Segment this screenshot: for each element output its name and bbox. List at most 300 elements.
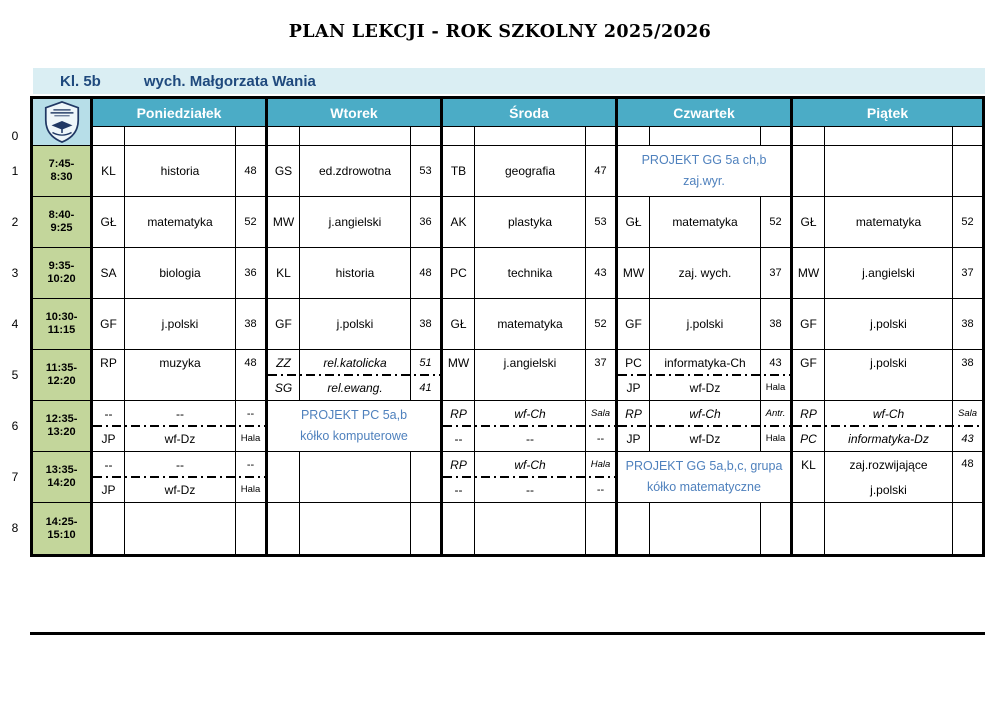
subject-cell [474, 375, 586, 400]
time-cell [33, 350, 90, 400]
teacher-initials: JP [626, 380, 641, 395]
subject-cell [649, 127, 761, 145]
room-cell: Antr. [765, 408, 786, 419]
split-divider-line [618, 425, 790, 427]
time-cell [33, 503, 90, 554]
time-line-2: 15:10 [47, 528, 76, 541]
subject-cell [649, 503, 761, 554]
room-cell: 51 [419, 356, 432, 369]
room-cell [953, 146, 982, 196]
teacher-initials: SG [274, 380, 293, 395]
timetable-row [33, 127, 982, 146]
room-cell: 53 [594, 216, 607, 228]
subject-cell [474, 127, 586, 145]
room-cell [411, 503, 440, 554]
subject-cell: wf-Dz [124, 426, 236, 451]
teacher-initials [93, 127, 124, 145]
subject-cell [124, 503, 236, 554]
day-header-2: Środa [440, 99, 615, 126]
lesson-cell [790, 127, 982, 145]
split-bottom [793, 426, 982, 451]
lesson-cell [790, 503, 982, 554]
timetable-row [33, 503, 982, 554]
class-label: Kl. 5b [60, 72, 101, 90]
time-line-1: 14:25- [45, 515, 78, 528]
room-cell: 38 [769, 318, 782, 330]
room-cell: 52 [769, 216, 782, 228]
school-crest-icon [33, 99, 90, 146]
lesson-cell [90, 350, 265, 400]
subject-cell: -- [124, 452, 236, 477]
teacher-initials: PC [800, 431, 817, 446]
split-top [618, 401, 790, 426]
row-number: 4 [11, 316, 19, 331]
split-top [268, 350, 440, 375]
time-line-2: 8:30 [50, 171, 73, 183]
split-top [93, 401, 265, 426]
timetable-row [33, 248, 982, 299]
teacher-initials: JP [626, 431, 641, 446]
lesson-cell [440, 146, 615, 196]
project-note-line: PROJEKT PC 5a,b [300, 408, 408, 422]
lesson-cell [615, 248, 790, 298]
lesson-cell [265, 350, 440, 400]
project-note [618, 452, 790, 502]
teacher-initials: -- [454, 482, 463, 497]
teacher-initials: GŁ [100, 215, 117, 229]
split-top [443, 401, 615, 426]
room-cell: Hala [765, 382, 786, 393]
split-bottom [618, 375, 790, 400]
time-cell [33, 452, 90, 502]
room-cell: 37 [769, 267, 782, 279]
time-line-1: 11:35- [45, 362, 78, 374]
split-divider-line [268, 374, 440, 376]
lesson-cell [440, 248, 615, 298]
teacher-initials [618, 127, 649, 145]
lesson-cell [615, 146, 790, 196]
time-cell [33, 197, 90, 247]
split-top [443, 452, 615, 477]
lesson-cell [615, 452, 790, 502]
teacher-initials: PC [625, 355, 642, 370]
subject-cell: wf-Ch [474, 452, 586, 477]
row-number: 5 [11, 367, 19, 382]
project-note-line: PROJEKT GG 5a,b,c, grupa [625, 459, 783, 473]
split-divider-line [443, 476, 615, 478]
time-line-2: 12:20 [47, 375, 76, 387]
subject-cell: wf-Ch [649, 401, 761, 426]
lesson-cell [90, 503, 265, 554]
teacher-initials: AK [450, 215, 467, 229]
teacher-initials: -- [104, 406, 113, 421]
subject-cell: wf-Ch [824, 401, 953, 426]
time-line-1: 10:30- [45, 311, 78, 323]
teacher-initials: PC [450, 266, 467, 280]
split-bottom [443, 375, 615, 400]
subject-cell [299, 127, 411, 145]
teacher-initials: MW [622, 266, 645, 280]
timetable-row [33, 350, 982, 401]
subject-cell: j.polski [649, 299, 761, 349]
teacher-initials [268, 503, 299, 554]
teacher-initials [793, 146, 824, 196]
subject-cell: technika [474, 248, 586, 298]
subject-cell: muzyka [124, 350, 236, 375]
room-cell: Sala [957, 408, 977, 419]
time-line-1: 8:40- [48, 209, 75, 221]
room-cell [236, 503, 265, 554]
lesson-cell [265, 503, 440, 554]
split-bottom [93, 426, 265, 451]
room-cell [411, 127, 440, 145]
lesson-cell [90, 401, 265, 451]
room-cell: Hala [765, 433, 786, 444]
subject-cell: rel.ewang. [299, 375, 411, 400]
room-cell [953, 503, 982, 554]
room-cell: 43 [594, 267, 607, 279]
lesson-cell [440, 127, 615, 145]
subject-cell: ed.zdrowotna [299, 146, 411, 196]
room-cell: Hala [240, 484, 261, 495]
teacher-initials: RP [100, 355, 117, 370]
lesson-cell [440, 401, 615, 451]
split-top [793, 350, 982, 375]
teacher-initials: MW [797, 266, 820, 280]
row-number: 2 [11, 214, 19, 229]
room-cell: 38 [961, 356, 974, 369]
room-cell: 41 [419, 381, 432, 394]
subject-cell [299, 452, 411, 502]
teacher-initials: SA [100, 266, 117, 280]
split-bottom [618, 426, 790, 451]
row-number: 1 [11, 163, 19, 178]
timetable-row [33, 197, 982, 248]
subject-cell: wf-Dz [649, 426, 761, 451]
subject-cell: wf-Ch [474, 401, 586, 426]
subject-cell: wf-Dz [649, 375, 761, 400]
timetable [30, 96, 985, 557]
teacher-initials: TB [450, 164, 467, 178]
project-note-line: zaj.wyr. [683, 174, 725, 188]
teacher-initials: RP [450, 406, 467, 421]
subject-line-2: j.polski [870, 482, 907, 497]
subject-cell: historia [124, 146, 236, 196]
room-cell [411, 452, 440, 502]
room-cell [761, 127, 790, 145]
subject-cell: rel.katolicka [299, 350, 411, 375]
teacher-initials: GF [800, 355, 817, 370]
split-bottom [793, 375, 982, 400]
day-header-4: Piątek [790, 99, 982, 126]
split-divider-line [618, 374, 790, 376]
timetable-row [33, 401, 982, 452]
subject-cell: matematyka [649, 197, 761, 247]
lesson-cell [440, 197, 615, 247]
subject-cell [824, 127, 953, 145]
time-cell [33, 299, 90, 349]
time-cell [33, 248, 90, 298]
lesson-cell [90, 299, 265, 349]
teacher-initials: JP [101, 431, 116, 446]
lesson-cell [790, 197, 982, 247]
split-top [618, 350, 790, 375]
day-header-row [33, 99, 982, 127]
room-cell [586, 503, 615, 554]
time-line-1: 13:35- [45, 464, 78, 476]
teacher-initials: ZZ [276, 355, 291, 370]
time-line-1: 12:35- [45, 413, 78, 425]
day-header-3: Czwartek [615, 99, 790, 126]
timetable-row [33, 452, 982, 503]
teacher-initials [793, 375, 824, 400]
split-divider-line [93, 425, 265, 427]
time-line-1: 7:45- [48, 158, 75, 170]
room-cell: 52 [594, 318, 607, 330]
split-top [443, 350, 615, 375]
room-cell [761, 503, 790, 554]
timetable-row [33, 146, 982, 197]
subject-cell: zaj. wych. [649, 248, 761, 298]
timetable-body [33, 99, 982, 554]
room-cell: Hala [240, 433, 261, 444]
row-number: 6 [11, 418, 19, 433]
subject-cell: j.polski [124, 299, 236, 349]
split-bottom [443, 477, 615, 502]
teacher-initials [793, 503, 824, 554]
room-cell: 48 [961, 458, 974, 470]
teacher-initials [443, 503, 474, 554]
room-cell: Sala [590, 408, 610, 419]
teacher-initials: GF [100, 317, 117, 331]
lesson-cell [615, 503, 790, 554]
room-cell [953, 127, 982, 145]
time-line-1: 9:35- [48, 260, 75, 272]
subject-cell: j.polski [824, 299, 953, 349]
lesson-cell [265, 401, 440, 451]
subject-cell: biologia [124, 248, 236, 298]
row-number: 3 [11, 265, 19, 280]
room-cell: 37 [594, 356, 607, 369]
room-cell: 38 [419, 318, 432, 330]
lesson-cell [615, 197, 790, 247]
subject-cell [299, 503, 411, 554]
subject-cell: wf-Dz [124, 477, 236, 502]
room-cell [236, 375, 265, 400]
room-cell: -- [246, 407, 255, 420]
teacher-initials: GŁ [800, 215, 817, 229]
room-cell: 48 [244, 165, 257, 177]
room-cell [236, 127, 265, 145]
split-bottom [93, 375, 265, 400]
lesson-cell [790, 299, 982, 349]
time-line-2: 10:20 [47, 273, 76, 285]
row-number: 8 [11, 520, 19, 535]
lesson-cell [615, 401, 790, 451]
subject-cell: j.angielski [299, 197, 411, 247]
subject-line-1: zaj.rozwijające [849, 457, 928, 472]
room-cell: 47 [594, 165, 607, 177]
lesson-cell [90, 452, 265, 502]
subject-cell [824, 503, 953, 554]
subject-cell: -- [124, 401, 236, 426]
teacher-initials: GF [800, 317, 817, 331]
subject-cell: matematyka [124, 197, 236, 247]
subject-cell: plastyka [474, 197, 586, 247]
split-bottom [443, 426, 615, 451]
project-note-line: PROJEKT GG 5a ch,b [641, 153, 767, 167]
lesson-cell [90, 248, 265, 298]
subject-cell [824, 375, 953, 400]
teacher-initials [443, 375, 474, 400]
teacher-initials: GS [274, 164, 293, 178]
room-cell [953, 375, 982, 400]
room-cell: 37 [961, 267, 974, 279]
room-cell: 43 [961, 432, 974, 445]
subject-cell [474, 503, 586, 554]
split-divider-line [93, 476, 265, 478]
teacher-initials [268, 452, 299, 502]
room-cell: 38 [961, 318, 974, 330]
lesson-cell [440, 350, 615, 400]
lesson-cell [90, 146, 265, 196]
lesson-cell [440, 299, 615, 349]
subject-cell: j.polski [299, 299, 411, 349]
time-line-2: 9:25 [50, 222, 73, 234]
lesson-cell [615, 299, 790, 349]
teacher-initials [268, 127, 299, 145]
room-cell: 38 [244, 318, 257, 330]
subject-cell [824, 146, 953, 196]
time-cell [33, 401, 90, 451]
teacher-initials: RP [800, 406, 817, 421]
page-title: PLAN LEKCJI - ROK SZKOLNY 2025/2026 [288, 22, 712, 42]
teacher-initials: RP [450, 457, 467, 472]
lesson-cell [265, 248, 440, 298]
time-line-2: 13:20 [47, 426, 76, 438]
teacher-initials: GŁ [625, 215, 642, 229]
teacher-initials: GF [625, 317, 642, 331]
project-note [268, 401, 440, 451]
split-divider-line [793, 425, 982, 427]
subject-cell: historia [299, 248, 411, 298]
teacher-initials: MW [447, 355, 470, 370]
day-header-1: Wtorek [265, 99, 440, 126]
teacher-initials [793, 127, 824, 145]
split-top [793, 401, 982, 426]
subject-cell: matematyka [474, 299, 586, 349]
room-cell: 48 [419, 267, 432, 279]
lesson-cell [790, 248, 982, 298]
room-cell: 52 [961, 216, 974, 228]
split-divider-line [443, 425, 615, 427]
room-cell [586, 127, 615, 145]
room-cell: 36 [244, 267, 257, 279]
teacher-initials: KL [276, 266, 291, 280]
subject-cell: -- [474, 477, 586, 502]
room-cell: -- [596, 483, 605, 496]
room-cell: 36 [419, 216, 432, 228]
teacher-initials: -- [454, 431, 463, 446]
class-info-band [33, 68, 985, 94]
lesson-cell [790, 350, 982, 400]
teacher-initials: GŁ [450, 317, 467, 331]
subject-cell [124, 127, 236, 145]
teacher-initials: RP [625, 406, 642, 421]
lesson-cell [265, 197, 440, 247]
room-cell [586, 375, 615, 400]
project-note-line: kółko komputerowe [300, 429, 408, 443]
time-line-2: 11:15 [47, 324, 76, 336]
room-cell: Hala [590, 459, 611, 470]
subject-cell: informatyka-Ch [649, 350, 761, 375]
teacher-initials: GF [275, 317, 292, 331]
lesson-cell [90, 197, 265, 247]
subject-cell: j.angielski [824, 248, 953, 298]
teacher-initials: -- [104, 457, 113, 472]
lesson-cell [790, 146, 982, 196]
project-note [618, 146, 790, 196]
lesson-cell [265, 127, 440, 145]
lesson-cell [440, 503, 615, 554]
split-bottom [268, 375, 440, 400]
subject-cell: geografia [474, 146, 586, 196]
teacher-initials: KL [801, 458, 816, 472]
time-line-2: 14:20 [47, 477, 76, 489]
split-bottom [93, 477, 265, 502]
row-number: 0 [11, 128, 19, 143]
split-top [93, 452, 265, 477]
room-cell: -- [246, 458, 255, 471]
room-cell: -- [596, 432, 605, 445]
row-number: 7 [11, 469, 19, 484]
teacher-initials: MW [272, 215, 295, 229]
lesson-cell [615, 350, 790, 400]
teacher-initials [618, 503, 649, 554]
room-cell: 53 [419, 165, 432, 177]
subject-cell: -- [474, 426, 586, 451]
lesson-cell [265, 146, 440, 196]
project-note-line: kółko matematyczne [647, 480, 761, 494]
room-cell: 43 [769, 356, 782, 369]
time-cell [33, 146, 90, 196]
teacher-initials: KL [101, 164, 116, 178]
lesson-cell [790, 452, 982, 502]
teacher-initials: JP [101, 482, 116, 497]
subject-cell: matematyka [824, 197, 953, 247]
lesson-cell [265, 452, 440, 502]
room-cell: 48 [244, 356, 257, 369]
subject-cell: j.polski [824, 350, 953, 375]
subject-cell [824, 452, 953, 502]
lesson-cell [790, 401, 982, 451]
teacher-initials [93, 503, 124, 554]
teacher-initials [443, 127, 474, 145]
subject-cell [124, 375, 236, 400]
timetable-row [33, 299, 982, 350]
lesson-cell [90, 127, 265, 145]
subject-cell: j.angielski [474, 350, 586, 375]
lesson-cell [265, 299, 440, 349]
lesson-cell [440, 452, 615, 502]
split-top [93, 350, 265, 375]
lesson-cell [615, 127, 790, 145]
subject-cell: informatyka-Dz [824, 426, 953, 451]
teacher-initials [93, 375, 124, 400]
homeroom-teacher-label: wych. Małgorzata Wania [143, 72, 316, 90]
bottom-rule [30, 632, 985, 635]
room-cell: 52 [244, 216, 257, 228]
